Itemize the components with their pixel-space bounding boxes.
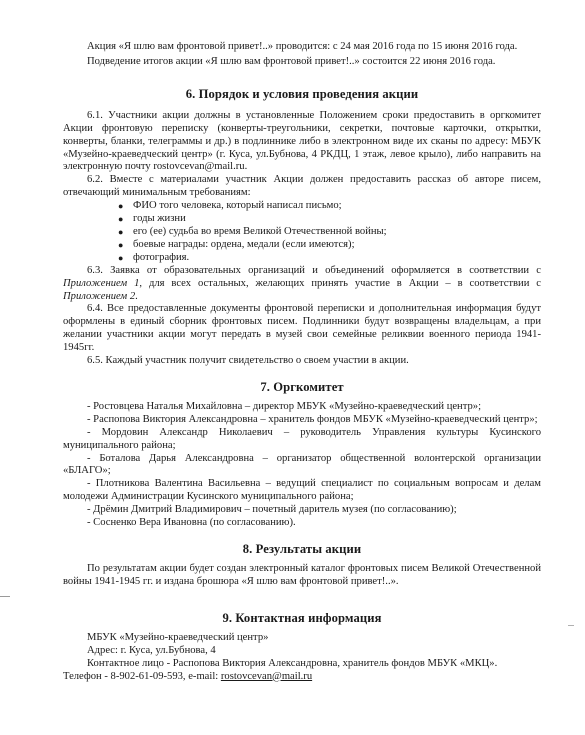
section-7-title: 7. Оргкомитет	[260, 379, 344, 394]
contact-phone: Телефон - 8-902-61-09-593, e-mail: rostovcevan@mail.ru	[63, 670, 313, 682]
section-8-title: 8. Результаты акции	[242, 542, 362, 556]
scan-mark	[0, 596, 10, 597]
list-item: - Дрёмин Дмитрий Владимирович – почетный даритель музея (по согласованию);	[87, 504, 457, 516]
contact-org: МБУК «Музейно-краеведческий центр»	[87, 631, 269, 643]
list-item: - Боталова Дарья Александровна – организатор общественной волонтерской организации «БЛАГО»;	[63, 452, 541, 477]
committee-list	[63, 401, 541, 530]
list-item: - Распопова Виктория Александровна – хранитель фондов МБУК «Музейно-краеведческий центр»;	[87, 413, 538, 425]
requirements-list	[63, 200, 541, 265]
list-item: ● боевые награды: ордена, медали (если имеются);	[118, 238, 355, 250]
bullet-icon: ●	[118, 201, 124, 212]
para-6-5: 6.5. Каждый участник получит свидетельство о своем участии в акции.	[87, 355, 409, 367]
intro-period: Акция «Я шлю вам фронтовой привет!..» проводится: с 24 мая 2016 года по 15 июня 2016 года.	[87, 41, 518, 52]
list-item: ● его (ее) судьба во время Великой Отечественной войны;	[118, 225, 387, 237]
intro-results-date: Подведение итогов акции «Я шлю вам фронтовой привет!..» состоится 22 июня 2016 года.	[87, 55, 496, 67]
contact-person: Контактное лицо - Распопова Виктория Александровна, хранитель фондов МБУК «МКЦ».	[87, 657, 498, 669]
list-item: ● фотография.	[118, 251, 190, 263]
para-6-4: 6.4. Все предоставленные документы фронтовой переписки и дополнительная информация будут оформлены в единый сборник фронтовых писем. Подлинники будут возвращены владельцам, а при желании участники акции могут передать в музей свои семейные реликвии военного периода 1941-1945гг.	[63, 303, 541, 354]
list-item: - Мордовин Александр Николаевич – руководитель Управления культуры Кусинского муниципального района;	[63, 426, 541, 451]
bullet-icon: ●	[118, 239, 124, 250]
list-item: - Плотникова Валентина Васильевна – ведущий специалист по социальным вопросам и делам молодежи Администрации Кусинского муниципального района;	[63, 478, 541, 503]
contact-email-link[interactable]: rostovcevan@mail.ru	[220, 670, 313, 682]
contact-address: Адрес: г. Куса, ул.Бубнова, 4	[87, 644, 216, 656]
scan-mark	[568, 625, 574, 626]
bullet-icon: ●	[118, 214, 124, 225]
appendix-2-ref: Приложением 2	[63, 290, 136, 302]
list-item: - Ростовцева Наталья Михайловна – директор МБУК «Музейно-краеведческий центр»;	[87, 400, 482, 412]
list-item: ● ФИО того человека, который написал письмо;	[118, 200, 342, 212]
section-9-title: 9. Контактная информация	[222, 610, 382, 625]
para-6-3: 6.3. Заявка от образовательных организаций и объединений оформляется в соответствии с Приложением 1, для всех остальных, желающих принять участие в Акции – в соответствии с Приложением 2.	[63, 264, 541, 302]
list-item: - Сосненко Вера Ивановна (по согласованию).	[87, 517, 296, 529]
para-6-2: 6.2. Вместе с материалами участник Акции должен предоставить рассказ об авторе писем, отвечающий минимальным требованиям:	[63, 174, 541, 199]
bullet-icon: ●	[118, 226, 124, 237]
para-8: По результатам акции будет создан электронный каталог фронтовых писем Великой Отечественной войны 1941-1945 гг. и издана брошюра «Я шлю вам фронтовой привет!..».	[63, 563, 541, 587]
para-6-1: 6.1. Участники акции должны в установленные Положением сроки предоставить в оргкомитет Акции фронтовую переписку (конверты-треугольники, секретки, почтовые карточки, открытки, конверты, бланки, телеграммы и др.) в подлиннике либо в электронном виде их сканы по адресу: МБУК «Музейно-краеведческий центр» (г. Куса, ул.Бубнова, 4 РКДЦ, 1 этаж, левое крыло), либо направить на электронную почту rostovcevan@mail.ru.	[63, 109, 541, 173]
contact-block	[63, 632, 541, 684]
appendix-1-ref: Приложением 1	[63, 277, 140, 289]
bullet-icon: ●	[118, 252, 124, 263]
list-item: ● годы жизни	[118, 213, 186, 225]
section-6-title: 6. Порядок и условия проведения акции	[185, 86, 419, 101]
